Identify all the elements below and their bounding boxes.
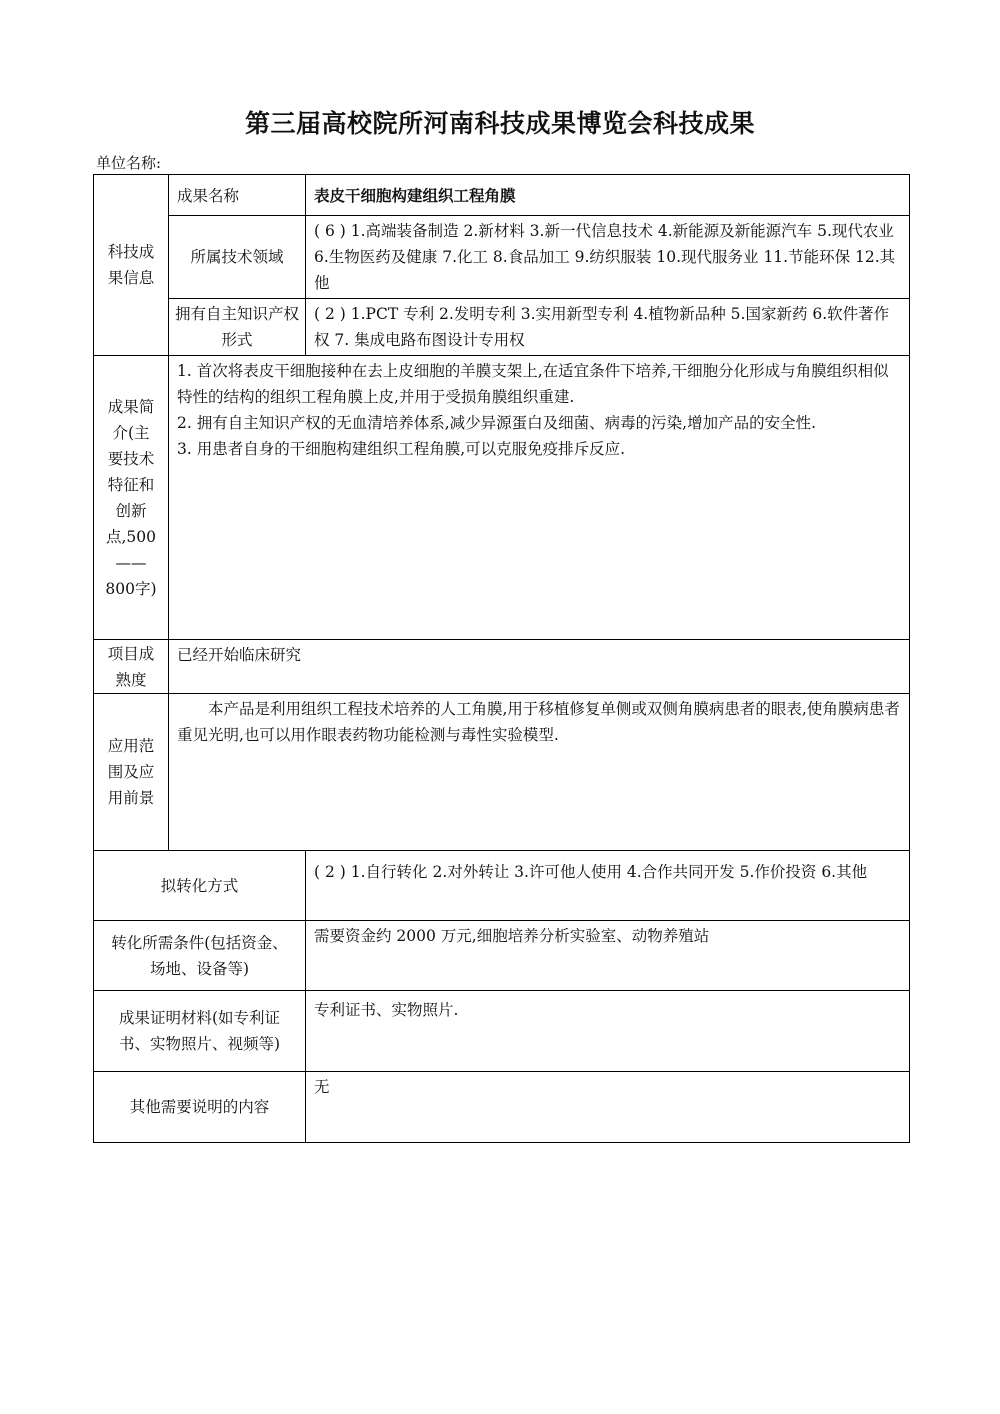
application-value-cell [169,694,910,851]
maturity-value: 已经开始临床研究 [177,646,302,664]
other-label-cell [94,1072,306,1143]
ip-value: ( 2 ) 1.PCT 专利 2.发明专利 3.实用新型专利 4.植物新品种 5.国家新药 6.软件著作权 7. 集成电路布图设计专用权 [314,305,890,349]
summary-item-1: 1. 首次将表皮干细胞接种在去上皮细胞的羊膜支架上,在适宜条件下培养,干细胞分化形成与角膜组织相似特性的结构的组织工程角膜上皮,并用于受损角膜组织重建. [177,362,889,406]
summary-content-cell [169,356,910,640]
proof-value: 专利证书、实物照片. [314,1001,459,1019]
conditions-label-cell [94,921,306,991]
conditions-value-cell [306,921,910,991]
summary-label-cell [94,356,169,640]
name-label: 成果名称 [177,187,240,205]
name-value: 表皮干细胞构建组织工程角膜 [314,187,516,205]
other-value-cell [306,1072,910,1143]
transfer-label-cell [94,851,306,921]
maturity-value-cell [169,640,910,694]
achievement-form-table [93,174,910,1143]
ip-value-cell [306,299,910,356]
transfer-value-cell [306,851,910,921]
summary-item-2: 2. 拥有自主知识产权的无血清培养体系,减少异源蛋白及细菌、病毒的污染,增加产品的安全性. [177,414,816,432]
application-label-cell [94,694,169,851]
unit-name-label: 单位名称: [96,154,162,172]
proof-value-cell [306,991,910,1072]
name-label-cell [169,175,306,216]
info-section-label: 科技成果信息 [107,243,155,287]
maturity-label-cell [94,640,169,694]
page-title: 第三届高校院所河南科技成果博览会科技成果 [244,109,755,138]
ip-label-cell [169,299,306,356]
other-label: 其他需要说明的内容 [129,1098,270,1116]
application-value: 本产品是利用组织工程技术培养的人工角膜,用于移植修复单侧或双侧角膜病患者的眼表,使角膜病患者重见光明,也可以用作眼表药物功能检测与毒性实验模型. [177,700,900,744]
name-value-cell [306,175,910,216]
field-label-cell [169,216,306,299]
info-section-label-cell [94,175,169,356]
field-label: 所属技术领域 [190,248,284,266]
transfer-value: ( 2 ) 1.自行转化 2.对外转让 3.许可他人使用 4.合作共同开发 5.作价投资 6.其他 [314,863,868,881]
application-label: 应用范围及应用前景 [107,737,155,807]
proof-label-cell [94,991,306,1072]
summary-item-3: 3. 用患者自身的干细胞构建组织工程角膜,可以克服免疫排斥反应. [177,440,626,458]
proof-label: 成果证明材料(如专利证书、实物照片、视频等) [118,1009,281,1053]
maturity-label: 项目成熟度 [107,644,155,689]
transfer-label: 拟转化方式 [160,876,239,895]
summary-label: 成果简介(主要技术特征和创新点,500——800字) [105,397,157,598]
field-value: ( 6 ) 1.高端装备制造 2.新材料 3.新一代信息技术 4.新能源及新能源汽车 5.现代农业 6.生物医药及健康 7.化工 8.食品加工 9.纺织服装 10.现代服务业 11.节能环保 12.其他 [314,222,896,292]
ip-label: 拥有自主知识产权形式 [174,305,299,349]
conditions-label: 转化所需条件(包括资金、场地、设备等) [111,933,288,978]
field-value-cell [306,216,910,299]
other-value: 无 [314,1078,330,1096]
conditions-value: 需要资金约 2000 万元,细胞培养分析实验室、动物养殖站 [314,927,710,945]
